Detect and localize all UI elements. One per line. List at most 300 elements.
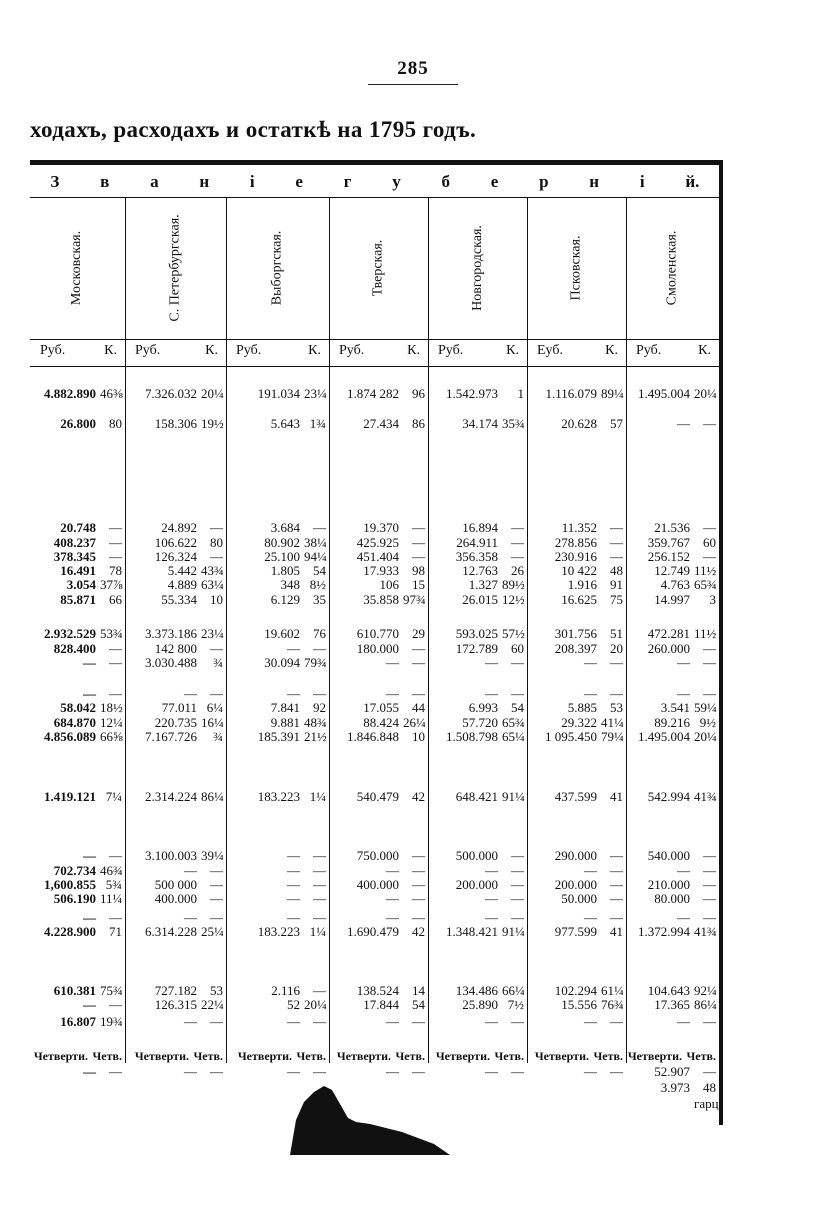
table-cell: [527, 715, 623, 730]
rubles-value: 27.434: [363, 416, 399, 431]
table-cell: [626, 520, 716, 535]
table-cell: [30, 386, 122, 401]
kopecks-value: —: [109, 1064, 122, 1079]
kopecks-value: —: [313, 848, 326, 863]
kopecks-value: 1¾: [309, 416, 326, 431]
table-cell: [125, 700, 223, 715]
table-cell: [428, 520, 524, 535]
kopecks-value: 25¼: [201, 924, 224, 939]
kopecks-value: —: [412, 686, 425, 701]
table-cell: [626, 924, 716, 939]
kopecks-value: —: [313, 983, 326, 998]
rubles-value: 52: [287, 997, 300, 1012]
rubles-value: —: [584, 1014, 597, 1029]
kopecks-value: 11½: [694, 626, 717, 641]
table-cell: [626, 789, 716, 804]
kopecks-value: 48: [610, 563, 623, 578]
kopecks-value: —: [511, 655, 524, 670]
table-cell: [226, 848, 326, 863]
rubles-value: 180.000: [356, 641, 399, 656]
table-cell: [329, 910, 425, 925]
table-row: [30, 577, 720, 592]
rubles-value: —: [287, 1014, 300, 1029]
rubles-value: —: [677, 910, 690, 925]
column-rule: [226, 198, 227, 1063]
kopecks-value: —: [703, 877, 716, 892]
kopecks-value: 42: [412, 924, 425, 939]
unit-labels: [236, 343, 321, 363]
rubles-value: 506.190: [53, 891, 96, 906]
table-cell: [226, 641, 326, 656]
rubles-value: 256.152: [647, 549, 690, 564]
table-row: [30, 386, 720, 401]
table-cell: [125, 563, 223, 578]
table-cell: [626, 1096, 719, 1111]
table-cell: [527, 577, 623, 592]
rubles-value: 210.000: [647, 877, 690, 892]
kopecks-value: [201, 1080, 223, 1095]
kopecks-value: 46⅜: [100, 386, 123, 401]
spaced-title-letter: у: [392, 172, 401, 191]
rubles-value: 593.025: [455, 626, 498, 641]
table-cell: [30, 520, 122, 535]
kopecks-value: —: [313, 520, 326, 535]
table-cell: [329, 1049, 425, 1064]
table-cell: [428, 715, 524, 730]
kopecks-value: 66⅝: [100, 729, 123, 744]
rubles-value: —: [386, 910, 399, 925]
kopecks-value: 92¼: [694, 983, 717, 998]
kopecks-value: 80: [109, 416, 122, 431]
table-cell: [329, 997, 425, 1012]
rubles-value: —: [677, 416, 690, 431]
table-cell: [329, 848, 425, 863]
rubles-value: —: [287, 910, 300, 925]
table-cell: [428, 386, 524, 401]
gubernia-name: Московская.: [69, 230, 85, 306]
rubles-value: 610.770: [356, 626, 399, 641]
kopecks-value: 53: [610, 700, 623, 715]
rubles-value: 138.524: [356, 983, 399, 998]
rubles-value: 89.216: [654, 715, 690, 730]
table-cell: [125, 891, 223, 906]
table-cell: [30, 577, 122, 592]
kopecks-value: —: [610, 535, 623, 550]
table-cell: [527, 983, 623, 998]
rubles-value: 17.365: [654, 997, 690, 1012]
kopecks-value: —: [412, 549, 425, 564]
kopecks-value: —: [210, 1014, 223, 1029]
rubles-value: —: [677, 686, 690, 701]
rubles-value: 24.892: [161, 520, 197, 535]
table-cell: [626, 848, 716, 863]
table-cell: [226, 1014, 326, 1029]
rubles-value: 134.486: [455, 983, 498, 998]
table-cell: [428, 729, 524, 744]
table-cell: [125, 715, 223, 730]
table-cell: [125, 386, 223, 401]
table-row: [30, 848, 720, 863]
rubles-value: 3.541: [660, 700, 690, 715]
table-cell: [125, 877, 223, 892]
kopecks-value: —: [210, 1064, 223, 1079]
table-cell: [428, 877, 524, 892]
table-cell: [125, 655, 223, 670]
table-row: [30, 1014, 720, 1029]
rubles-value: 9.881: [270, 715, 300, 730]
rubles-value: 17.933: [363, 563, 399, 578]
table-row: [30, 626, 720, 641]
table-cell: [30, 789, 122, 804]
kopecks-value: —: [313, 1014, 326, 1029]
table-cell: [329, 535, 425, 550]
kopecks-value: 26: [511, 563, 524, 578]
kopecks-label: К.: [308, 343, 321, 358]
kopecks-value: —: [511, 910, 524, 925]
kopecks-value: 65¾: [694, 577, 717, 592]
table-cell: [329, 1014, 425, 1029]
rubles-value: —: [184, 910, 197, 925]
table-cell: [626, 1080, 716, 1095]
kopecks-value: 7¼: [105, 789, 122, 804]
rubles-label: Руб.: [636, 343, 662, 358]
kopecks-value: 75: [610, 592, 623, 607]
table-cell: [226, 592, 326, 607]
kopecks-value: 43¾: [201, 563, 224, 578]
table-cell: [527, 863, 623, 878]
kopecks-value: —: [313, 863, 326, 878]
rubles-value: 126.315: [154, 997, 197, 1012]
kopecks-value: 63¼: [201, 577, 224, 592]
kopecks-value: 53¾: [100, 626, 123, 641]
kopecks-value: 12¼: [100, 715, 123, 730]
kopecks-value: 71: [109, 924, 122, 939]
body-top-rule: [30, 366, 722, 367]
rubles-value: 1.690.479: [347, 924, 399, 939]
kopecks-value: 91¼: [502, 924, 525, 939]
kopecks-value: —: [511, 1014, 524, 1029]
table-cell: [30, 641, 122, 656]
kopecks-value: 5¾: [105, 877, 122, 892]
rubles-value: 648.421: [455, 789, 498, 804]
table-cell: [428, 641, 524, 656]
table-cell: [329, 789, 425, 804]
kopecks-value: —: [412, 1064, 425, 1079]
table-cell: [30, 563, 122, 578]
table-cell: [226, 577, 326, 592]
kopecks-value: 89¼: [601, 386, 624, 401]
rubles-value: 684.870: [53, 715, 96, 730]
kopecks-value: 75¾: [100, 983, 123, 998]
rubles-value: 4.889: [167, 577, 197, 592]
rubles-value: —: [584, 910, 597, 925]
table-cell: [226, 877, 326, 892]
rubles-value: 106.622: [154, 535, 197, 550]
rubles-value: 1 095.450: [545, 729, 597, 744]
kopecks-value: 39¼: [201, 848, 224, 863]
rubles-value: 17.055: [363, 700, 399, 715]
kopecks-value: —: [703, 416, 716, 431]
rubles-value: 4.882.890: [44, 386, 96, 401]
kopecks-value: 20: [610, 641, 623, 656]
units-rule: [30, 339, 722, 340]
rubles-value: Четверти.: [336, 1049, 391, 1063]
kopecks-value: 97¾: [403, 592, 426, 607]
kopecks-value: —: [610, 549, 623, 564]
table-cell: [125, 983, 223, 998]
kopecks-value: ¾: [213, 729, 223, 744]
kopecks-value: 35¾: [502, 416, 525, 431]
rubles-value: 437.599: [554, 789, 597, 804]
column-header-gubernia: [329, 197, 428, 339]
kopecks-value: 15: [412, 577, 425, 592]
rubles-value: 610.381: [53, 983, 96, 998]
table-cell: [626, 416, 716, 431]
rubles-label: Еуб.: [537, 343, 563, 358]
table-cell: [527, 655, 623, 670]
kopecks-value: 1: [517, 386, 524, 401]
rubles-label: Руб.: [236, 343, 262, 358]
spaced-title-letter: н: [589, 172, 600, 191]
table-cell: [329, 863, 425, 878]
kopecks-value: 51: [610, 626, 623, 641]
rubles-value: 12.763: [462, 563, 498, 578]
rubles-value: —: [287, 641, 300, 656]
table-cell: [226, 563, 326, 578]
rubles-value: 20.628: [561, 416, 597, 431]
table-row: [30, 563, 720, 578]
table-cell: [527, 386, 623, 401]
table-cell: [626, 626, 716, 641]
rubles-value: 6.314.228: [145, 924, 197, 939]
rubles-value: 220.735: [154, 715, 197, 730]
table-cell: [428, 848, 524, 863]
kopecks-value: —: [210, 549, 223, 564]
kopecks-value: —: [610, 1064, 623, 1079]
rubles-value: —: [386, 1064, 399, 1079]
kopecks-value: 41¾: [694, 924, 717, 939]
table-row: [30, 983, 720, 998]
kopecks-value: [502, 1080, 524, 1095]
kopecks-label: К.: [698, 343, 711, 358]
rubles-value: 727.182: [154, 983, 197, 998]
rubles-value: 400.000: [154, 891, 197, 906]
rubles-value: 10 422: [561, 563, 597, 578]
table-cell: [329, 1064, 425, 1079]
table-heading: ходахъ, расходахъ и остаткѣ на 1795 годъ.: [30, 117, 477, 142]
rubles-value: 3.030.488: [145, 655, 197, 670]
kopecks-value: Четв.: [193, 1049, 223, 1063]
rubles-value: 2.314.224: [145, 789, 197, 804]
rubles-value: 1.419.121: [44, 789, 96, 804]
gubernia-name: С. Петербургская.: [167, 214, 183, 322]
rubles-value: —: [83, 910, 96, 925]
kopecks-value: —: [610, 520, 623, 535]
table-cell: [428, 863, 524, 878]
rubles-value: 30.094: [264, 655, 300, 670]
rubles-value: 183.223: [257, 924, 300, 939]
spaced-title-row: [30, 167, 720, 197]
table-cell: [329, 686, 425, 701]
table-cell: [125, 592, 223, 607]
table-row: [30, 641, 720, 656]
table-cell: [125, 789, 223, 804]
rubles-value: Четверти.: [237, 1049, 292, 1063]
rubles-value: —: [485, 863, 498, 878]
table-cell: [626, 549, 716, 564]
kopecks-value: 7½: [507, 997, 524, 1012]
rubles-value: —: [83, 848, 96, 863]
rubles-value: 17.844: [363, 997, 399, 1012]
kopecks-value: 54: [511, 700, 524, 715]
kopecks-value: —: [210, 910, 223, 925]
rubles-value: 542.994: [647, 789, 690, 804]
kopecks-value: 3: [709, 592, 716, 607]
kopecks-value: 9½: [699, 715, 716, 730]
spaced-title-letter: б: [441, 172, 450, 191]
kopecks-value: [601, 1080, 623, 1095]
kopecks-value: —: [109, 686, 122, 701]
table-row: [30, 686, 720, 701]
table-cell: [527, 1014, 623, 1029]
kopecks-label: К.: [104, 343, 117, 358]
kopecks-value: —: [412, 520, 425, 535]
column-header-gubernia: [626, 197, 719, 339]
kopecks-value: 54: [313, 563, 326, 578]
table-cell: [30, 891, 122, 906]
table-cell: [428, 924, 524, 939]
table-cell: [226, 789, 326, 804]
kopecks-value: 18½: [100, 700, 123, 715]
kopecks-value: —: [313, 910, 326, 925]
table-cell: [428, 592, 524, 607]
rubles-value: —: [386, 655, 399, 670]
rubles-value: 4.856.089: [44, 729, 96, 744]
table-cell: [329, 891, 425, 906]
table-cell: [428, 983, 524, 998]
table-cell: [226, 686, 326, 701]
rubles-value: 208.397: [554, 641, 597, 656]
kopecks-value: 96: [412, 386, 425, 401]
kopecks-value: 89½: [502, 577, 525, 592]
kopecks-value: [601, 1096, 623, 1111]
kopecks-value: 21½: [304, 729, 327, 744]
rubles-value: 34.174: [462, 416, 498, 431]
table-top-rule: [30, 160, 722, 165]
kopecks-value: —: [610, 848, 623, 863]
kopecks-value: 66: [109, 592, 122, 607]
kopecks-value: —: [610, 655, 623, 670]
table-cell: [125, 549, 223, 564]
table-cell: [226, 700, 326, 715]
table-cell: [329, 983, 425, 998]
gubernia-name: Тверская.: [370, 239, 386, 297]
rubles-value: 451.404: [356, 549, 399, 564]
table-cell: [125, 863, 223, 878]
kopecks-value: —: [412, 535, 425, 550]
kopecks-value: 22¼: [201, 997, 224, 1012]
table-cell: [428, 563, 524, 578]
table-cell: [428, 891, 524, 906]
table-cell: [30, 1080, 122, 1095]
kopecks-value: 37⅞: [100, 577, 123, 592]
table-row: [30, 729, 720, 744]
rubles-value: 20.748: [60, 520, 96, 535]
table-cell: [527, 549, 623, 564]
kopecks-value: 46¾: [100, 863, 123, 878]
rubles-label: Руб.: [438, 343, 464, 358]
kopecks-value: 53: [210, 983, 223, 998]
rubles-value: 29.322: [561, 715, 597, 730]
kopecks-value: 16¼: [201, 715, 224, 730]
rubles-value: 1.495.004: [638, 729, 690, 744]
rubles-value: 55.334: [161, 592, 197, 607]
kopecks-value: 41¼: [601, 715, 624, 730]
kopecks-value: 23¼: [304, 386, 327, 401]
rubles-value: —: [184, 1064, 197, 1079]
table-cell: [428, 626, 524, 641]
table-cell: [527, 641, 623, 656]
table-cell: [527, 729, 623, 744]
column-header-gubernia: [30, 197, 125, 339]
table-cell: [527, 1096, 623, 1111]
unit-labels: [537, 343, 618, 363]
kopecks-value: 76¾: [601, 997, 624, 1012]
rubles-value: 35.858: [363, 592, 399, 607]
table-cell: [626, 700, 716, 715]
kopecks-value: 86¼: [694, 997, 717, 1012]
table-cell: [226, 1064, 326, 1079]
rubles-value: —: [485, 910, 498, 925]
rubles-value: 750.000: [356, 848, 399, 863]
rubles-value: 7.167.726: [145, 729, 197, 744]
column-header-gubernia: [527, 197, 626, 339]
rubles-value: 200.000: [554, 877, 597, 892]
table-row: [30, 877, 720, 892]
rubles-value: 52.907: [654, 1064, 690, 1079]
rubles-value: —: [184, 863, 197, 878]
table-cell: [527, 891, 623, 906]
table-cell: [329, 563, 425, 578]
kopecks-value: 41: [610, 789, 623, 804]
table-row: [30, 891, 720, 906]
table-cell: [428, 577, 524, 592]
kopecks-value: —: [210, 641, 223, 656]
rubles-value: —: [184, 686, 197, 701]
rubles-value: 230.916: [554, 549, 597, 564]
rubles-value: 290.000: [554, 848, 597, 863]
ink-blot: [290, 1080, 450, 1155]
rubles-value: —: [584, 655, 597, 670]
table-cell: [329, 592, 425, 607]
kopecks-value: 42: [412, 789, 425, 804]
rubles-value: —: [83, 686, 96, 701]
gubernia-name: Псковская.: [568, 235, 584, 301]
rubles-value: —: [386, 891, 399, 906]
rubles-value: 200.000: [455, 877, 498, 892]
kopecks-value: 11¼: [100, 891, 123, 906]
table-cell: [125, 729, 223, 744]
kopecks-value: 94¼: [304, 549, 327, 564]
kopecks-value: —: [703, 863, 716, 878]
rubles-value: 1,600.855: [44, 877, 96, 892]
rubles-value: 3.373.186: [145, 626, 197, 641]
rubles-value: —: [83, 997, 96, 1012]
kopecks-value: 20¼: [694, 386, 717, 401]
rubles-value: 5.442: [167, 563, 197, 578]
table-cell: [125, 1064, 223, 1079]
rubles-value: 158.306: [154, 416, 197, 431]
